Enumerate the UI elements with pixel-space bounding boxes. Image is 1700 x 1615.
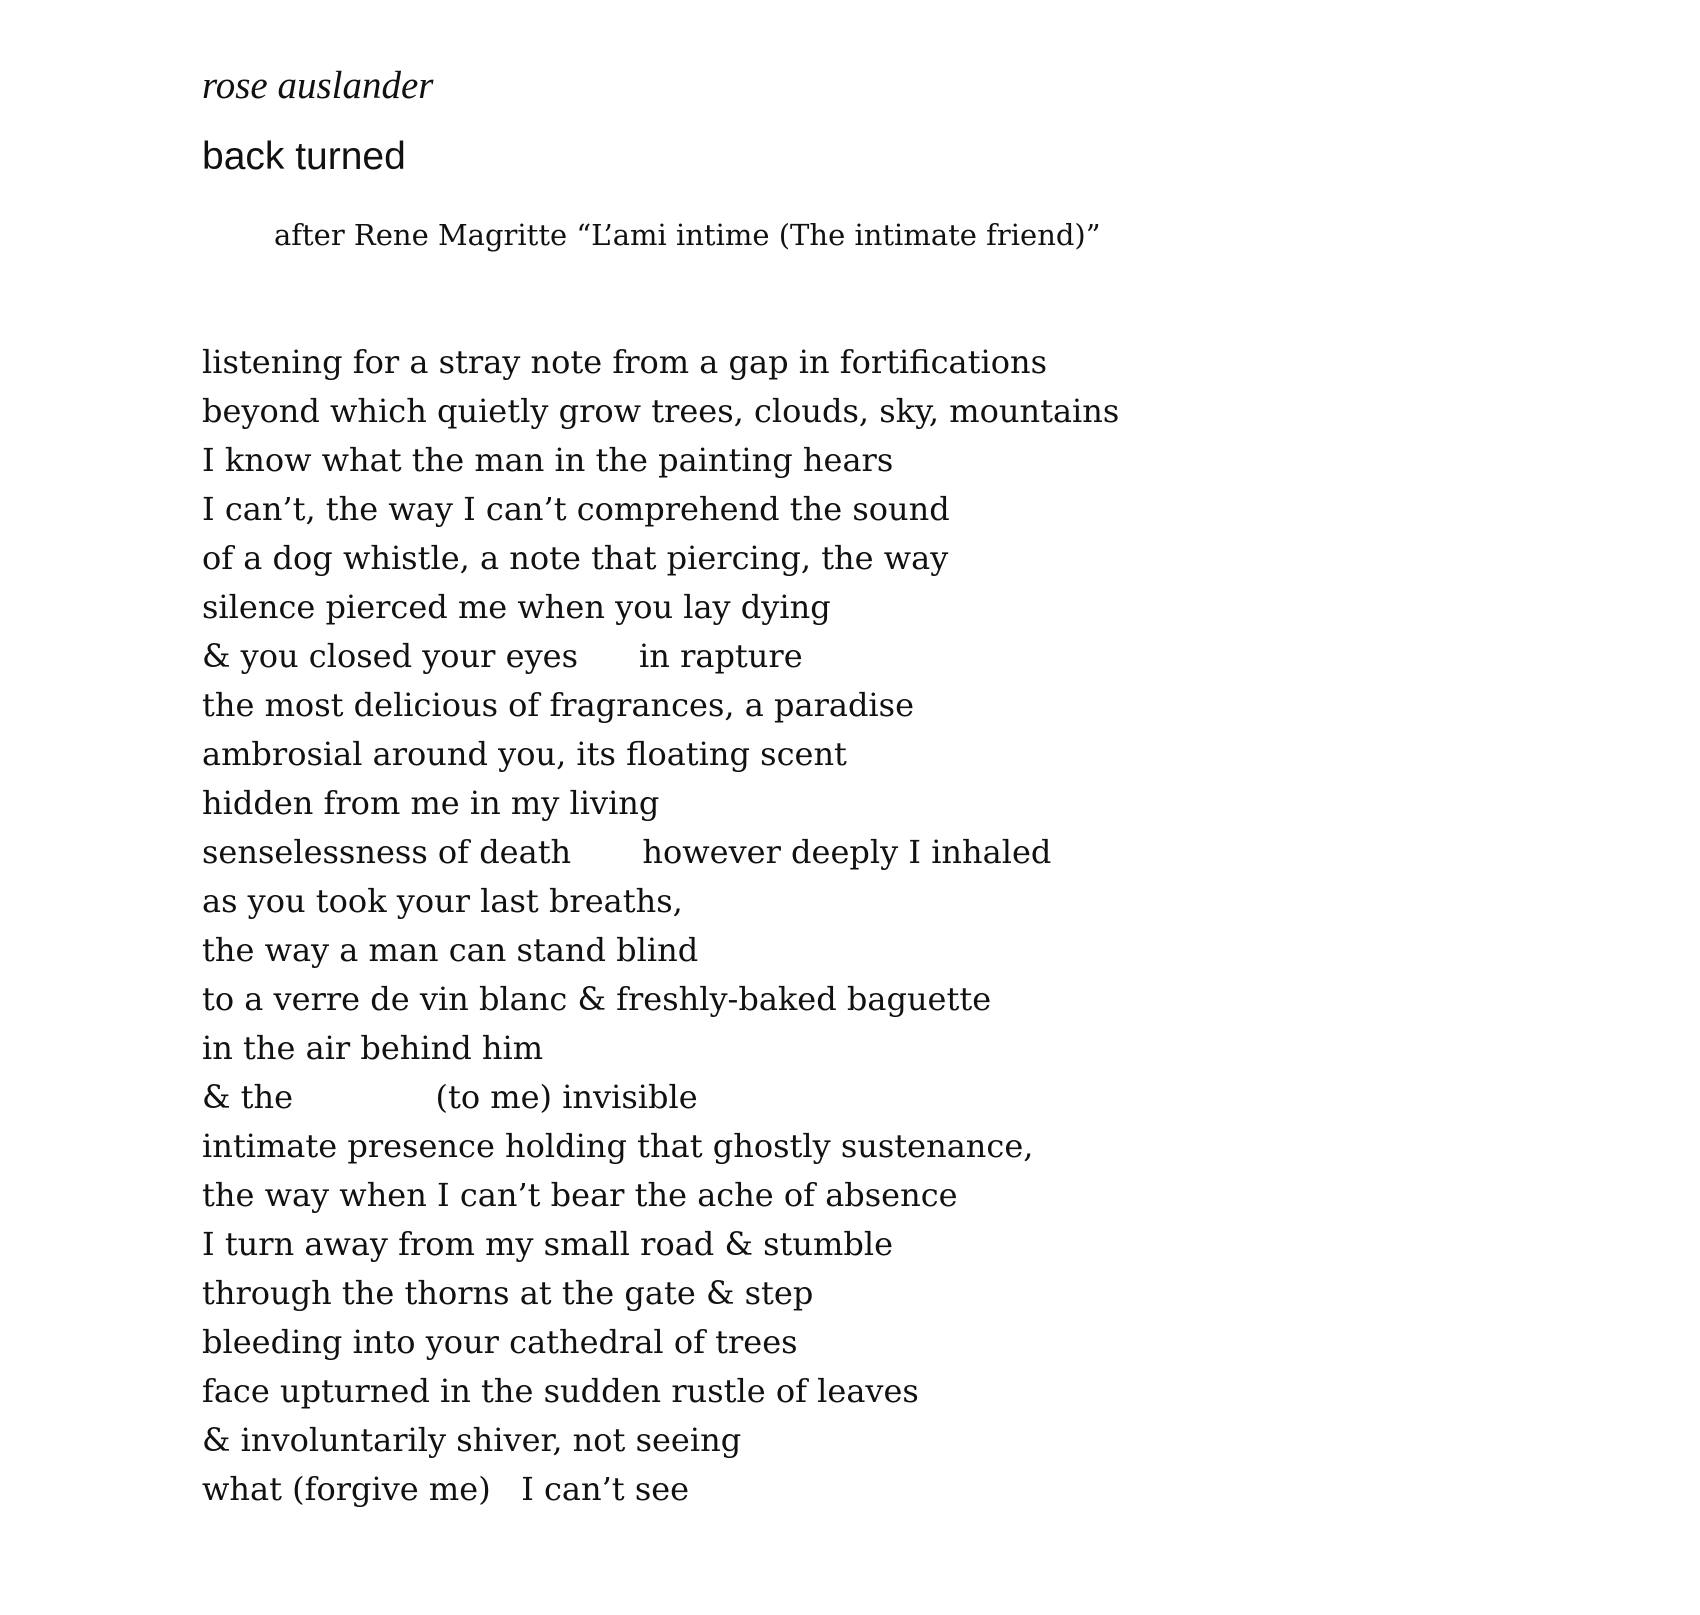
poem-line: & involuntarily shiver, not seeing [202,1421,742,1459]
poem-title: back turned [202,135,406,178]
poem-line: I know what the man in the painting hears [202,441,894,479]
poem-line: I turn away from my small road & stumble [202,1225,893,1263]
poem-line: & you closed your eyes in rapture [202,637,803,675]
poem-line: senselessness of death however deeply I inhaled [202,833,1052,871]
poem-line: in the air behind him [202,1029,544,1067]
poem-line: intimate presence holding that ghostly sustenance, [202,1127,1034,1165]
poem-line: to a verre de vin blanc & freshly-baked baguette [202,980,992,1018]
poem-body [202,338,1502,1514]
poem-line: through the thorns at the gate & step [202,1274,814,1312]
poem-line: beyond which quietly grow trees, clouds, sky, mountains [202,392,1120,430]
poem-line: as you took your last breaths, [202,882,683,920]
poem-line: bleeding into your cathedral of trees [202,1323,798,1361]
poem-line: silence pierced me when you lay dying [202,588,831,626]
poem-line: listening for a stray note from a gap in fortifications [202,343,1048,381]
poem-line: the way when I can’t bear the ache of absence [202,1176,958,1214]
poem-line: the most delicious of fragrances, a paradise [202,686,915,724]
poem-line: of a dog whistle, a note that piercing, the way [202,539,949,577]
poem-line: hidden from me in my living [202,784,660,822]
poem-line: ambrosial around you, its floating scent [202,735,847,773]
poem-line: the way a man can stand blind [202,931,699,969]
poem-line: what (forgive me) I can’t see [202,1470,690,1508]
poem-line: face upturned in the sudden rustle of leaves [202,1372,919,1410]
poem-line: I can’t, the way I can’t comprehend the sound [202,490,950,528]
poem-line: & the (to me) invisible [202,1078,698,1116]
epigraph: after Rene Magritte “L’ami intime (The intimate friend)” [274,218,1101,252]
author-name: rose auslander [202,64,434,107]
